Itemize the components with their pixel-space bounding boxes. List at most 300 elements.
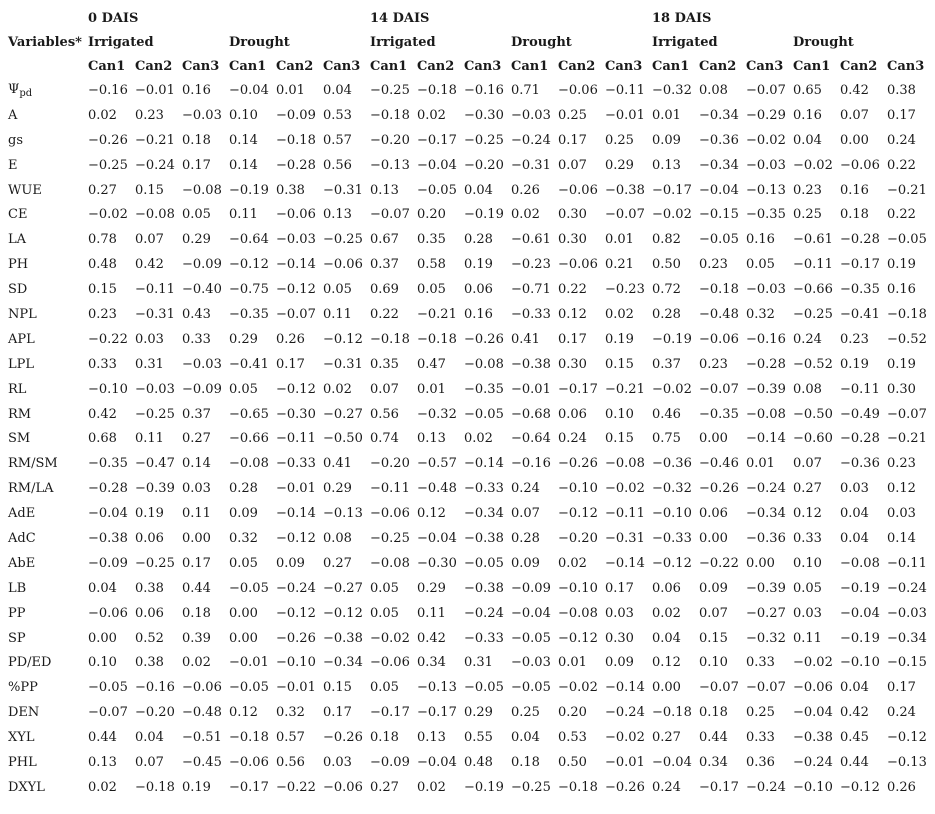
coefficient-cell: −0.07 bbox=[370, 207, 410, 223]
coefficient-cell: −0.12 bbox=[276, 282, 316, 298]
row-variable bbox=[6, 775, 86, 800]
coefficient-cell: 0.29 bbox=[417, 580, 446, 596]
coefficient-cell: 0.17 bbox=[323, 705, 352, 721]
coefficient-cell: −0.18 bbox=[417, 82, 457, 98]
row-variable bbox=[6, 526, 86, 551]
coefficient-cell: −0.03 bbox=[887, 605, 927, 621]
coefficient-cell: 0.35 bbox=[417, 232, 446, 248]
coefficient-cell: 0.09 bbox=[511, 555, 540, 571]
coefficient-cell: 0.23 bbox=[699, 356, 728, 372]
coefficient-cell: −0.30 bbox=[417, 555, 457, 571]
coefficient-cell: 0.01 bbox=[417, 381, 446, 397]
coefficient-cell: 0.69 bbox=[370, 282, 399, 298]
coefficient-cell: 0.05 bbox=[417, 282, 446, 298]
coefficient-cell: −0.39 bbox=[135, 481, 175, 497]
row-variable bbox=[6, 725, 86, 750]
coefficient-cell: 0.04 bbox=[464, 182, 493, 198]
table-row bbox=[6, 103, 932, 128]
coefficient-cell: −0.04 bbox=[417, 157, 457, 173]
coefficient-cell: −0.19 bbox=[840, 630, 880, 646]
coefficient-cell: 0.37 bbox=[652, 356, 681, 372]
coefficient-cell: 0.13 bbox=[323, 207, 352, 223]
coefficient-cell: −0.11 bbox=[370, 481, 410, 497]
row-variable bbox=[6, 451, 86, 476]
coefficient-cell: −0.03 bbox=[182, 356, 222, 372]
variable-label: DXYL bbox=[8, 779, 45, 795]
coefficient-cell: −0.12 bbox=[323, 605, 363, 621]
coefficient-cell: −0.12 bbox=[276, 605, 316, 621]
coefficient-cell: 0.07 bbox=[135, 754, 164, 770]
header-can: Can2 bbox=[135, 58, 173, 74]
coefficient-cell: 0.16 bbox=[182, 82, 211, 98]
coefficient-cell: −0.12 bbox=[276, 381, 316, 397]
coefficient-cell: 0.13 bbox=[652, 157, 681, 173]
coefficient-cell: −0.07 bbox=[276, 306, 316, 322]
coefficient-cell: 0.50 bbox=[652, 257, 681, 273]
coefficient-cell: 0.12 bbox=[793, 506, 822, 522]
coefficient-cell: −0.24 bbox=[746, 481, 786, 497]
coefficient-cell: 0.56 bbox=[370, 406, 399, 422]
coefficient-cell: 0.53 bbox=[323, 107, 352, 123]
coefficient-cell: −0.09 bbox=[88, 555, 128, 571]
coefficient-cell: −0.51 bbox=[182, 730, 222, 746]
coefficient-cell: −0.12 bbox=[229, 257, 269, 273]
coefficient-cell: 0.22 bbox=[558, 282, 587, 298]
coefficient-cell: −0.10 bbox=[558, 481, 598, 497]
coefficient-cell: −0.16 bbox=[88, 82, 128, 98]
coefficient-cell: −0.22 bbox=[88, 331, 128, 347]
coefficient-cell: 0.30 bbox=[605, 630, 634, 646]
coefficient-cell: 0.29 bbox=[229, 331, 258, 347]
coefficient-cell: 0.16 bbox=[840, 182, 869, 198]
coefficient-cell: 0.02 bbox=[182, 655, 211, 671]
coefficient-cell: 0.56 bbox=[276, 754, 305, 770]
coefficient-cell: 0.15 bbox=[323, 680, 352, 696]
coefficient-cell: 0.04 bbox=[840, 506, 869, 522]
coefficient-cell: −0.02 bbox=[88, 207, 128, 223]
variable-label: RM bbox=[8, 406, 32, 422]
coefficient-cell: −0.12 bbox=[276, 530, 316, 546]
coefficient-cell: −0.06 bbox=[793, 680, 833, 696]
coefficient-cell: −0.57 bbox=[417, 456, 457, 472]
coefficient-cell: −0.08 bbox=[135, 207, 175, 223]
coefficient-cell: 0.47 bbox=[417, 356, 446, 372]
variable-label: AdC bbox=[8, 530, 36, 546]
coefficient-cell: −0.01 bbox=[276, 481, 316, 497]
coefficient-cell: 0.00 bbox=[229, 630, 258, 646]
coefficient-cell: 0.15 bbox=[605, 431, 634, 447]
coefficient-cell: −0.05 bbox=[88, 680, 128, 696]
coefficient-cell: 0.02 bbox=[417, 779, 446, 795]
coefficient-cell: −0.48 bbox=[417, 481, 457, 497]
coefficient-cell: 0.25 bbox=[605, 132, 634, 148]
header-treatment: Irrigated bbox=[370, 34, 436, 50]
coefficient-cell: −0.12 bbox=[323, 331, 363, 347]
coefficient-cell: −0.17 bbox=[699, 779, 739, 795]
coefficient-cell: −0.06 bbox=[699, 331, 739, 347]
coefficient-cell: −0.01 bbox=[511, 381, 551, 397]
coefficient-cell: −0.46 bbox=[699, 456, 739, 472]
coefficient-cell: 0.00 bbox=[699, 431, 728, 447]
header-treatment: Irrigated bbox=[652, 34, 718, 50]
table-row bbox=[6, 451, 932, 476]
coefficient-cell: 0.27 bbox=[88, 182, 117, 198]
coefficient-cell: 0.29 bbox=[605, 157, 634, 173]
coefficient-cell: −0.08 bbox=[229, 456, 269, 472]
coefficient-cell: 0.16 bbox=[746, 232, 775, 248]
coefficient-cell: −0.32 bbox=[746, 630, 786, 646]
coefficient-cell: 0.10 bbox=[793, 555, 822, 571]
coefficient-cell: 0.33 bbox=[746, 655, 775, 671]
coefficient-cell: −0.26 bbox=[323, 730, 363, 746]
variable-label: NPL bbox=[8, 306, 37, 322]
coefficient-cell: 0.17 bbox=[182, 555, 211, 571]
coefficient-cell: −0.06 bbox=[840, 157, 880, 173]
coefficient-cell: −0.03 bbox=[511, 107, 551, 123]
variable-label: SM bbox=[8, 431, 31, 447]
row-variable bbox=[6, 103, 86, 128]
coefficient-cell: −0.10 bbox=[88, 381, 128, 397]
coefficient-cell: 0.33 bbox=[793, 530, 822, 546]
coefficient-cell: 0.42 bbox=[840, 705, 869, 721]
coefficient-cell: −0.33 bbox=[511, 306, 551, 322]
coefficient-cell: −0.13 bbox=[323, 506, 363, 522]
coefficient-cell: 0.04 bbox=[652, 630, 681, 646]
coefficient-cell: −0.21 bbox=[887, 182, 927, 198]
coefficient-cell: −0.61 bbox=[511, 232, 551, 248]
coefficient-cell: 0.24 bbox=[887, 132, 916, 148]
coefficient-cell: −0.12 bbox=[887, 730, 927, 746]
coefficient-cell: 0.30 bbox=[558, 356, 587, 372]
coefficient-cell: −0.38 bbox=[464, 580, 504, 596]
coefficient-cell: 0.15 bbox=[699, 630, 728, 646]
coefficient-cell: −0.31 bbox=[323, 356, 363, 372]
header-can: Can2 bbox=[276, 58, 314, 74]
coefficient-cell: 0.75 bbox=[652, 431, 681, 447]
coefficient-cell: 0.42 bbox=[840, 82, 869, 98]
coefficient-cell: 0.11 bbox=[135, 431, 164, 447]
coefficient-cell: −0.10 bbox=[276, 655, 316, 671]
coefficient-cell: −0.04 bbox=[88, 506, 128, 522]
coefficient-cell: −0.26 bbox=[88, 132, 128, 148]
header-row-treatment bbox=[6, 30, 932, 54]
coefficient-cell: 0.13 bbox=[88, 754, 117, 770]
header-can: Can1 bbox=[370, 58, 408, 74]
coefficient-cell: 0.58 bbox=[417, 257, 446, 273]
coefficient-cell: −0.09 bbox=[511, 580, 551, 596]
variable-label: AbE bbox=[8, 555, 36, 571]
variable-label: WUE bbox=[8, 182, 42, 198]
coefficient-cell: −0.05 bbox=[511, 630, 551, 646]
coefficient-cell: 0.29 bbox=[182, 232, 211, 248]
header-can: Can1 bbox=[793, 58, 831, 74]
coefficient-cell: −0.06 bbox=[558, 182, 598, 198]
coefficient-cell: 0.14 bbox=[229, 132, 258, 148]
header-can: Can1 bbox=[652, 58, 690, 74]
coefficient-cell: −0.18 bbox=[417, 331, 457, 347]
coefficient-cell: −0.07 bbox=[699, 381, 739, 397]
coefficient-cell: −0.24 bbox=[887, 580, 927, 596]
coefficient-cell: −0.06 bbox=[558, 82, 598, 98]
coefficient-cell: −0.41 bbox=[229, 356, 269, 372]
coefficient-cell: 0.18 bbox=[182, 605, 211, 621]
header-can: Can2 bbox=[558, 58, 596, 74]
coefficient-cell: −0.19 bbox=[840, 580, 880, 596]
variable-label: LA bbox=[8, 232, 27, 248]
coefficient-cell: −0.13 bbox=[370, 157, 410, 173]
coefficient-cell: 0.03 bbox=[840, 481, 869, 497]
coefficient-cell: −0.36 bbox=[840, 456, 880, 472]
row-variable bbox=[6, 78, 86, 103]
coefficient-cell: −0.34 bbox=[699, 157, 739, 173]
coefficient-cell: 0.29 bbox=[464, 705, 493, 721]
coefficient-cell: −0.02 bbox=[605, 481, 645, 497]
coefficient-cell: −0.35 bbox=[840, 282, 880, 298]
coefficient-cell: −0.38 bbox=[605, 182, 645, 198]
coefficient-cell: 0.03 bbox=[887, 506, 916, 522]
coefficient-cell: 0.04 bbox=[793, 132, 822, 148]
coefficient-cell: −0.04 bbox=[229, 82, 269, 98]
table-body bbox=[6, 78, 932, 800]
row-variable bbox=[6, 128, 86, 153]
header-blank bbox=[6, 54, 86, 78]
table-row bbox=[6, 78, 932, 103]
coefficient-cell: 0.06 bbox=[652, 580, 681, 596]
coefficient-cell: −0.38 bbox=[793, 730, 833, 746]
coefficient-cell: −0.02 bbox=[793, 157, 833, 173]
coefficient-cell: −0.41 bbox=[840, 306, 880, 322]
coefficient-cell: 0.14 bbox=[182, 456, 211, 472]
coefficient-cell: −0.20 bbox=[135, 705, 175, 721]
coefficient-cell: −0.08 bbox=[464, 356, 504, 372]
coefficient-cell: 0.27 bbox=[652, 730, 681, 746]
coefficient-cell: −0.16 bbox=[511, 456, 551, 472]
coefficient-cell: 0.24 bbox=[793, 331, 822, 347]
coefficient-cell: 0.05 bbox=[370, 680, 399, 696]
coefficient-cell: 0.19 bbox=[135, 506, 164, 522]
variable-label: RM/SM bbox=[8, 456, 58, 472]
coefficient-cell: −0.05 bbox=[887, 232, 927, 248]
coefficient-cell: −0.35 bbox=[464, 381, 504, 397]
coefficient-cell: 0.01 bbox=[652, 107, 681, 123]
coefficient-cell: −0.02 bbox=[370, 630, 410, 646]
table-row bbox=[6, 227, 932, 252]
coefficient-cell: −0.20 bbox=[370, 456, 410, 472]
table-row bbox=[6, 202, 932, 227]
table-row bbox=[6, 700, 932, 725]
coefficient-cell: −0.05 bbox=[464, 406, 504, 422]
coefficient-cell: −0.23 bbox=[605, 282, 645, 298]
coefficient-cell: −0.24 bbox=[605, 705, 645, 721]
coefficient-cell: 0.05 bbox=[229, 555, 258, 571]
coefficient-cell: −0.30 bbox=[464, 107, 504, 123]
coefficient-cell: −0.01 bbox=[605, 107, 645, 123]
header-can: Can2 bbox=[840, 58, 878, 74]
table-row bbox=[6, 277, 932, 302]
coefficient-cell: −0.38 bbox=[88, 530, 128, 546]
coefficient-cell: −0.35 bbox=[88, 456, 128, 472]
coefficient-cell: 0.25 bbox=[793, 207, 822, 223]
row-variable bbox=[6, 352, 86, 377]
coefficient-cell: 0.18 bbox=[370, 730, 399, 746]
coefficient-cell: −0.06 bbox=[229, 754, 269, 770]
coefficient-cell: −0.14 bbox=[276, 506, 316, 522]
coefficient-cell: −0.16 bbox=[746, 331, 786, 347]
coefficient-cell: −0.50 bbox=[323, 431, 363, 447]
coefficient-cell: −0.34 bbox=[887, 630, 927, 646]
table-row bbox=[6, 601, 932, 626]
table-row bbox=[6, 775, 932, 800]
coefficient-cell: −0.03 bbox=[746, 157, 786, 173]
table-row bbox=[6, 327, 932, 352]
coefficient-cell: 0.44 bbox=[699, 730, 728, 746]
coefficient-cell: 0.26 bbox=[511, 182, 540, 198]
coefficient-cell: −0.35 bbox=[699, 406, 739, 422]
variable-label: LPL bbox=[8, 356, 35, 372]
coefficient-cell: −0.11 bbox=[887, 555, 927, 571]
coefficient-cell: −0.02 bbox=[746, 132, 786, 148]
header-can: Can3 bbox=[182, 58, 220, 74]
row-variable bbox=[6, 327, 86, 352]
coefficient-cell: −0.36 bbox=[699, 132, 739, 148]
coefficient-cell: 0.28 bbox=[652, 306, 681, 322]
coefficient-cell: 0.19 bbox=[182, 779, 211, 795]
coefficient-cell: −0.28 bbox=[88, 481, 128, 497]
header-time: 14 DAIS bbox=[370, 10, 430, 26]
coefficient-cell: 0.22 bbox=[370, 306, 399, 322]
coefficient-cell: 0.12 bbox=[887, 481, 916, 497]
coefficient-cell: −0.01 bbox=[605, 754, 645, 770]
coefficient-cell: 0.05 bbox=[746, 257, 775, 273]
coefficient-cell: 0.17 bbox=[182, 157, 211, 173]
coefficient-cell: −0.02 bbox=[605, 730, 645, 746]
variable-label: SD bbox=[8, 282, 28, 298]
coefficient-cell: −0.07 bbox=[746, 82, 786, 98]
coefficient-cell: −0.17 bbox=[840, 257, 880, 273]
coefficient-cell: 0.00 bbox=[182, 530, 211, 546]
table-row bbox=[6, 302, 932, 327]
coefficient-cell: −0.22 bbox=[699, 555, 739, 571]
row-variable bbox=[6, 302, 86, 327]
coefficient-cell: 0.29 bbox=[323, 481, 352, 497]
coefficient-cell: −0.64 bbox=[511, 431, 551, 447]
coefficient-cell: 0.24 bbox=[511, 481, 540, 497]
header-can: Can2 bbox=[417, 58, 455, 74]
coefficient-cell: −0.24 bbox=[135, 157, 175, 173]
coefficient-cell: 0.32 bbox=[276, 705, 305, 721]
table-row bbox=[6, 576, 932, 601]
coefficient-cell: −0.20 bbox=[464, 157, 504, 173]
coefficient-cell: 0.00 bbox=[746, 555, 775, 571]
row-variable bbox=[6, 675, 86, 700]
coefficient-cell: −0.02 bbox=[652, 381, 692, 397]
coefficient-cell: −0.45 bbox=[182, 754, 222, 770]
coefficient-cell: 0.06 bbox=[135, 605, 164, 621]
coefficient-cell: −0.27 bbox=[746, 605, 786, 621]
coefficient-cell: 0.23 bbox=[699, 257, 728, 273]
coefficient-cell: −0.36 bbox=[652, 456, 692, 472]
coefficient-cell: 0.42 bbox=[88, 406, 117, 422]
coefficient-cell: −0.08 bbox=[182, 182, 222, 198]
coefficient-cell: −0.11 bbox=[276, 431, 316, 447]
coefficient-cell: −0.52 bbox=[887, 331, 927, 347]
coefficient-cell: −0.32 bbox=[652, 82, 692, 98]
coefficient-cell: 0.10 bbox=[88, 655, 117, 671]
coefficient-cell: 0.34 bbox=[417, 655, 446, 671]
coefficient-cell: −0.04 bbox=[699, 182, 739, 198]
coefficient-cell: −0.25 bbox=[135, 406, 175, 422]
coefficient-cell: −0.04 bbox=[840, 605, 880, 621]
coefficient-cell: 0.52 bbox=[135, 630, 164, 646]
coefficient-cell: 0.09 bbox=[699, 580, 728, 596]
coefficient-cell: −0.06 bbox=[323, 257, 363, 273]
coefficient-cell: 0.03 bbox=[135, 331, 164, 347]
coefficient-cell: −0.30 bbox=[276, 406, 316, 422]
table-row bbox=[6, 501, 932, 526]
coefficient-cell: −0.04 bbox=[652, 754, 692, 770]
coefficient-cell: 0.27 bbox=[323, 555, 352, 571]
variable-label: XYL bbox=[8, 730, 35, 746]
coefficient-cell: −0.26 bbox=[699, 481, 739, 497]
coefficient-cell: −0.28 bbox=[276, 157, 316, 173]
coefficient-cell: 0.02 bbox=[605, 306, 634, 322]
coefficient-cell: −0.06 bbox=[182, 680, 222, 696]
coefficient-cell: −0.11 bbox=[605, 82, 645, 98]
row-variable bbox=[6, 202, 86, 227]
table-row bbox=[6, 526, 932, 551]
coefficient-cell: −0.05 bbox=[699, 232, 739, 248]
coefficient-cell: −0.06 bbox=[558, 257, 598, 273]
coefficient-cell: 0.11 bbox=[323, 306, 352, 322]
coefficient-cell: −0.04 bbox=[417, 530, 457, 546]
coefficient-cell: 0.07 bbox=[370, 381, 399, 397]
coefficient-cell: 0.28 bbox=[511, 530, 540, 546]
coefficient-cell: −0.08 bbox=[558, 605, 598, 621]
coefficient-cell: 0.30 bbox=[887, 381, 916, 397]
coefficient-cell: 0.19 bbox=[605, 331, 634, 347]
coefficient-cell: −0.22 bbox=[276, 779, 316, 795]
coefficient-cell: 0.08 bbox=[699, 82, 728, 98]
coefficient-cell: 0.07 bbox=[558, 157, 587, 173]
coefficient-cell: 0.27 bbox=[370, 779, 399, 795]
coefficient-cell: −0.05 bbox=[417, 182, 457, 198]
coefficient-cell: 0.24 bbox=[887, 705, 916, 721]
coefficient-cell: −0.27 bbox=[323, 406, 363, 422]
coefficient-cell: −0.05 bbox=[464, 680, 504, 696]
coefficient-cell: −0.05 bbox=[229, 580, 269, 596]
coefficient-cell: −0.09 bbox=[276, 107, 316, 123]
coefficient-cell: −0.24 bbox=[511, 132, 551, 148]
row-variable bbox=[6, 153, 86, 178]
variable-subscript: pd bbox=[19, 87, 33, 99]
coefficient-cell: −0.14 bbox=[605, 680, 645, 696]
row-variable bbox=[6, 551, 86, 576]
variable-label: SP bbox=[8, 630, 26, 646]
coefficient-cell: 0.00 bbox=[699, 530, 728, 546]
coefficient-cell: 0.12 bbox=[558, 306, 587, 322]
coefficient-cell: 0.72 bbox=[652, 282, 681, 298]
coefficient-cell: 0.05 bbox=[370, 580, 399, 596]
row-variable bbox=[6, 576, 86, 601]
table-row bbox=[6, 153, 932, 178]
coefficient-cell: 0.23 bbox=[840, 331, 869, 347]
coefficient-cell: 0.17 bbox=[887, 680, 916, 696]
coefficient-cell: 0.38 bbox=[135, 655, 164, 671]
coefficient-cell: 0.21 bbox=[605, 257, 634, 273]
table-row bbox=[6, 178, 932, 203]
coefficient-cell: 0.00 bbox=[88, 630, 117, 646]
coefficient-cell: 0.68 bbox=[88, 431, 117, 447]
